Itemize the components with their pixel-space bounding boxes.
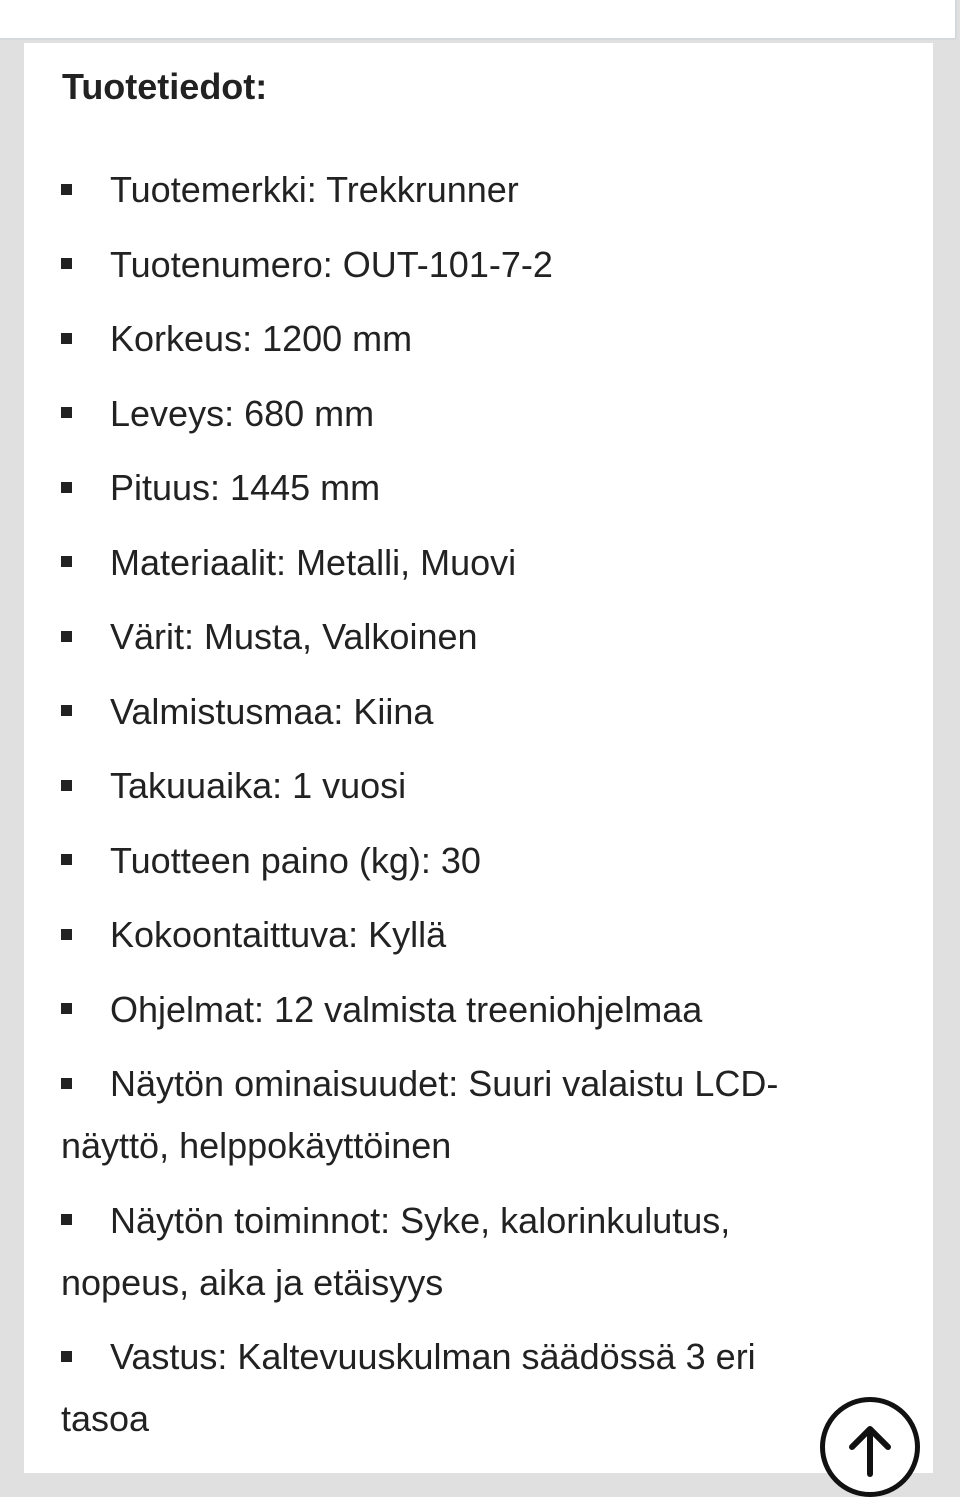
spec-text: Ohjelmat: 12 valmista treeniohjelmaa	[110, 988, 703, 1030]
bullet-icon	[61, 407, 72, 418]
spec-item	[61, 606, 821, 668]
bullet-icon	[61, 556, 72, 567]
bullet-icon	[61, 705, 72, 716]
spec-text: Leveys: 680 mm	[110, 392, 375, 434]
bullet-icon	[61, 1003, 72, 1014]
spec-item	[61, 755, 821, 817]
spec-item	[61, 234, 821, 296]
bullet-icon	[61, 482, 72, 493]
product-details-card	[24, 43, 933, 1473]
bullet-icon	[61, 258, 72, 269]
spec-item	[61, 979, 821, 1041]
spec-text: Materiaalit: Metalli, Muovi	[110, 541, 517, 583]
section-heading: Tuotetiedot:	[62, 66, 268, 107]
bullet-icon	[61, 333, 72, 344]
bullet-icon	[61, 1214, 72, 1225]
bullet-icon	[61, 929, 72, 940]
top-panel	[0, 0, 957, 40]
spec-text: Värit: Musta, Valkoinen	[110, 616, 478, 657]
spec-text: Valmistusmaa: Kiina	[110, 690, 434, 732]
spec-item	[61, 1053, 821, 1177]
spec-item	[61, 904, 821, 966]
spec-item	[61, 681, 821, 743]
spec-text: Takuuaika: 1 vuosi	[110, 765, 407, 806]
bullet-icon	[61, 1351, 72, 1362]
bullet-icon	[61, 780, 72, 791]
spec-text: Vastus: Kaltevuuskulman säädössä 3 eri tasoa	[61, 1336, 756, 1439]
spec-item	[61, 830, 821, 892]
spec-item	[61, 159, 821, 221]
spec-item	[61, 457, 821, 519]
spec-text: Näytön toiminnot: Syke, kalorinkulutus, nopeus, aika ja etäisyys	[61, 1199, 731, 1303]
spec-text: Tuotenumero: OUT-101-7-2	[110, 243, 553, 285]
arrow-up-icon	[825, 1402, 915, 1492]
spec-list	[61, 159, 821, 1463]
spec-text: Tuotemerkki: Trekkrunner	[110, 169, 519, 210]
spec-item	[61, 308, 821, 370]
spec-text: Näytön ominaisuudet: Suuri valaistu LCD-näyttö, helppokäyttöinen	[61, 1063, 779, 1166]
spec-item	[61, 1190, 821, 1314]
spec-item	[61, 1326, 821, 1450]
spec-text: Pituus: 1445 mm	[110, 467, 381, 508]
spec-text: Kokoontaittuva: Kyllä	[110, 914, 447, 955]
bullet-icon	[61, 184, 72, 195]
bullet-icon	[61, 854, 72, 865]
spec-item	[61, 383, 821, 445]
spec-text: Tuotteen paino (kg): 30	[110, 839, 481, 881]
spec-text: Korkeus: 1200 mm	[110, 318, 413, 359]
bullet-icon	[61, 631, 72, 642]
spec-item	[61, 532, 821, 594]
scroll-to-top-button[interactable]	[820, 1397, 920, 1497]
bullet-icon	[61, 1078, 72, 1089]
